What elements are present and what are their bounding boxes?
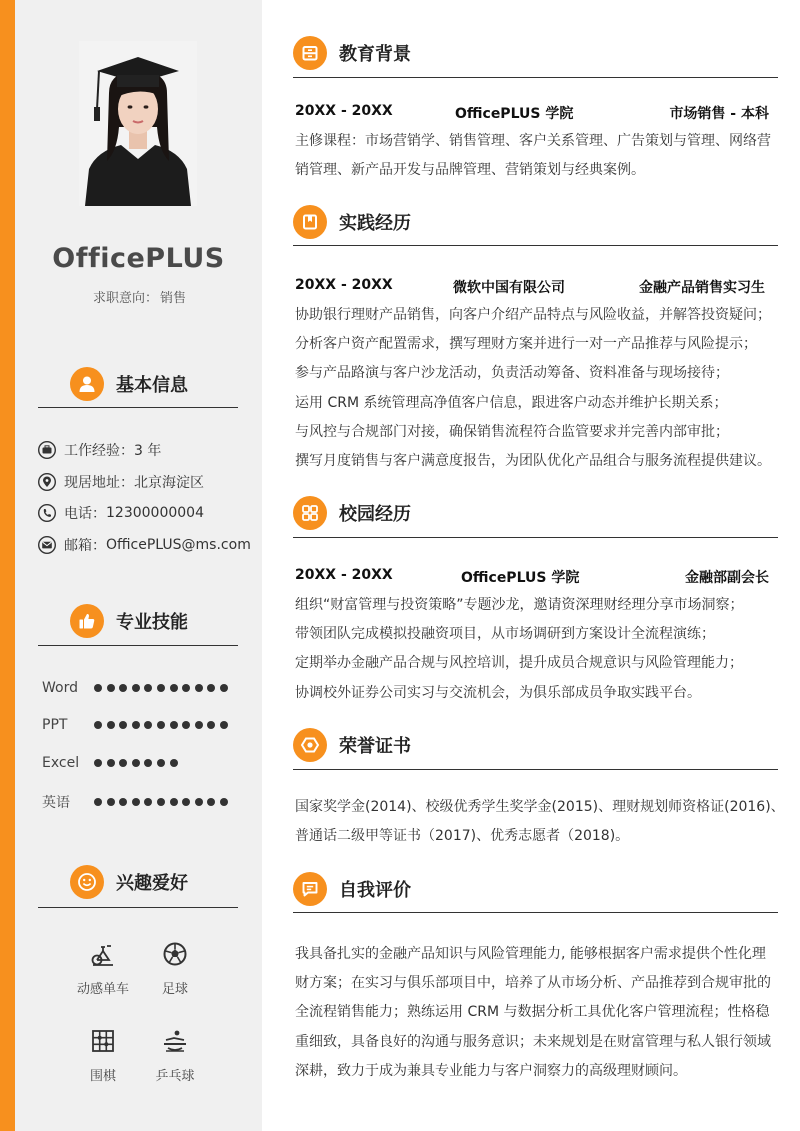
job-intent-value: 销售 <box>160 291 187 306</box>
self-eval-line: 全流程销售能力；熟练运用 CRM 与数据分析工具优化客户管理流程；性格稳 <box>295 1004 770 1021</box>
practice-period: 20XX - 20XX <box>295 277 393 293</box>
skill-dot <box>132 684 140 692</box>
practice-line: 协助银行理财产品销售，向客户介绍产品特点与风险收益，并解答投资疑问； <box>295 307 771 323</box>
smiley-icon <box>70 865 104 899</box>
skill-dot <box>157 721 165 729</box>
skill-dot <box>132 721 140 729</box>
hobby-label: 乒乓球 <box>155 1069 195 1084</box>
skill-dot <box>132 759 140 767</box>
campus-line: 组织“财富管理与投资策略”专题沙龙，邀请资深理财经理分享市场洞察； <box>295 597 744 613</box>
email-label: 邮箱： <box>64 538 106 554</box>
chat-bubble-icon <box>293 872 327 906</box>
skill-name: PPT <box>42 717 68 733</box>
skill-dot <box>195 721 203 729</box>
skill-dot <box>220 798 228 806</box>
skill-level-dots <box>94 798 233 806</box>
badge-icon <box>293 728 327 762</box>
phone-icon <box>38 504 56 522</box>
skill-dot <box>144 721 152 729</box>
education-school: OfficePLUS 学院 <box>455 106 574 122</box>
campus-title: 校园经历 <box>339 504 411 525</box>
skill-dot <box>207 721 215 729</box>
skill-dot <box>170 684 178 692</box>
job-intent-label: 求职意向： <box>92 291 158 306</box>
campus-line: 带领团队完成模拟投融资项目，从市场调研到方案设计全流程演练； <box>295 626 715 643</box>
go-board-icon <box>73 1027 133 1055</box>
campus-divider <box>293 537 778 538</box>
self-eval-body <box>295 940 773 1086</box>
person-icon <box>70 367 104 401</box>
education-title: 教育背景 <box>339 44 411 65</box>
self-eval-divider <box>293 912 778 913</box>
football-icon <box>145 940 205 968</box>
bookmark-icon <box>293 205 327 239</box>
profile-photo <box>79 41 197 206</box>
practice-company: 微软中国有限公司 <box>453 280 565 296</box>
campus-line: 协调校外证券公司实习与交流机会，为俱乐部成员争取实践平台。 <box>295 684 701 701</box>
skill-row <box>42 792 233 812</box>
skill-dot <box>94 759 102 767</box>
practice-line: 分析客户资产配置需求，撰写理财方案并进行一对一产品推荐与风险提示； <box>295 336 757 353</box>
campus-period: 20XX - 20XX <box>295 567 393 583</box>
spin-bike-icon <box>73 940 133 968</box>
skill-dot <box>119 684 127 692</box>
campus-header <box>293 496 411 530</box>
thumbs-up-icon <box>70 604 104 638</box>
honors-divider <box>293 769 778 770</box>
practice-divider <box>293 245 778 246</box>
skill-name: Excel <box>42 755 80 771</box>
skill-level-dots <box>94 684 233 692</box>
ping-pong-icon <box>145 1027 205 1055</box>
address-label: 现居地址： <box>64 475 134 491</box>
hobbies-title: 兴趣爱好 <box>116 873 188 894</box>
honors-body <box>295 793 785 851</box>
skill-dot <box>207 684 215 692</box>
skill-dot <box>132 798 140 806</box>
hobbies-divider <box>38 907 238 908</box>
skill-dot <box>144 684 152 692</box>
self-eval-line: 重细致，具备良好的沟通与服务意识；未来规划是在财富管理与私人银行领域 <box>295 1033 771 1050</box>
campus-line: 定期举办金融产品合规与风控培训，提升成员合规意识与风险管理能力； <box>295 655 743 672</box>
skill-row <box>42 680 233 696</box>
skill-dot <box>107 798 115 806</box>
skill-dot <box>182 721 190 729</box>
skill-dot <box>170 798 178 806</box>
skill-dot <box>220 721 228 729</box>
education-body <box>295 127 773 185</box>
skill-level-dots <box>94 721 233 729</box>
skill-dot <box>94 798 102 806</box>
education-header <box>293 36 411 70</box>
education-entry-header <box>295 103 775 123</box>
hobby-label: 足球 <box>161 982 188 997</box>
campus-role: 金融部副会长 <box>685 570 769 586</box>
honors-line: 普通话二级甲等证书（2017)、优秀志愿者（2018)。 <box>295 828 630 845</box>
education-line: 销管理、新产品开发与品牌管理、营销策划与经典案例。 <box>295 162 645 179</box>
info-row-phone <box>38 503 204 523</box>
honors-line: 国家奖学金(2014)、校级优秀学生奖学金(2015)、理财规划师资格证(2016)、 <box>295 799 785 815</box>
skill-dot <box>144 798 152 806</box>
skills-divider <box>38 645 238 646</box>
candidate-name: OfficePLUS <box>52 243 225 274</box>
skills-header <box>70 604 188 638</box>
skill-dot <box>157 684 165 692</box>
hobby-label: 动感单车 <box>76 982 129 997</box>
accent-stripe <box>0 0 15 1131</box>
hobby-label: 围棋 <box>89 1069 116 1084</box>
experience-value: 3 年 <box>134 443 162 459</box>
practice-header <box>293 205 411 239</box>
education-divider <box>293 77 778 78</box>
hobbies-header <box>70 865 188 899</box>
hobby-item <box>145 1027 205 1084</box>
skills-title: 专业技能 <box>116 612 188 633</box>
hobby-item <box>73 1027 133 1084</box>
phone-value: 12300000004 <box>106 505 204 521</box>
phone-label: 电话： <box>64 506 106 522</box>
skill-row <box>42 717 233 733</box>
hobby-item <box>145 940 205 997</box>
email-value: OfficePLUS@ms.com <box>106 537 251 553</box>
skill-row <box>42 755 182 771</box>
basic-info-header <box>70 367 188 401</box>
self-eval-line: 财方案；在实习与俱乐部项目中，培养了从市场分析、产品推荐到合规审批的 <box>295 975 771 992</box>
address-value: 北京海淀区 <box>134 475 204 491</box>
grid-icon <box>293 496 327 530</box>
location-pin-icon <box>38 473 56 491</box>
practice-line: 运用 CRM 系统管理高净值客户信息，跟进客户动态并维护长期关系； <box>295 394 728 411</box>
skill-dot <box>157 798 165 806</box>
skill-dot <box>144 759 152 767</box>
education-period: 20XX - 20XX <box>295 103 393 119</box>
skill-dot <box>170 721 178 729</box>
skill-dot <box>195 684 203 692</box>
skill-name: Word <box>42 680 78 696</box>
info-row-experience <box>38 440 161 460</box>
practice-title: 实践经历 <box>339 213 411 234</box>
skill-dot <box>182 684 190 692</box>
skill-dot <box>119 759 127 767</box>
education-icon <box>293 36 327 70</box>
info-row-address <box>38 472 204 492</box>
honors-title: 荣誉证书 <box>339 736 411 757</box>
skill-dot <box>170 759 178 767</box>
info-row-email <box>38 535 251 555</box>
skill-dot <box>220 684 228 692</box>
skill-dot <box>119 798 127 806</box>
basic-info-divider <box>38 407 238 408</box>
education-major: 市场销售 - 本科 <box>669 106 769 122</box>
practice-line: 参与产品路演与客户沙龙活动，负责活动筹备、资料准备与现场接待； <box>295 365 729 382</box>
skill-dot <box>94 684 102 692</box>
skill-dot <box>195 798 203 806</box>
skill-dot <box>119 721 127 729</box>
skill-dot <box>157 759 165 767</box>
skill-dot <box>207 798 215 806</box>
skill-name: 英语 <box>42 795 70 811</box>
skill-dot <box>107 684 115 692</box>
hobby-item <box>73 940 133 997</box>
practice-line: 撰写月度销售与客户满意度报告，为团队优化产品组合与服务流程提供建议。 <box>295 453 771 470</box>
skill-dot <box>182 798 190 806</box>
skill-dot <box>107 759 115 767</box>
self-eval-title: 自我评价 <box>339 880 411 901</box>
campus-school: OfficePLUS 学院 <box>461 570 580 586</box>
practice-line: 与风控与合规部门对接，确保销售流程符合监管要求并完善内部审批； <box>295 423 729 440</box>
self-eval-line: 深耕，致力于成为兼具专业能力与客户洞察力的高级理财顾问。 <box>295 1062 687 1079</box>
job-intent <box>15 287 262 306</box>
practice-entry-header <box>295 277 775 297</box>
skill-level-dots <box>94 759 182 767</box>
honors-header <box>293 728 411 762</box>
basic-info-title: 基本信息 <box>116 375 188 396</box>
education-line: 主修课程：市场营销学、销售管理、客户关系管理、广告策划与管理、网络营 <box>295 133 771 149</box>
self-eval-header <box>293 872 411 906</box>
campus-body <box>295 591 773 708</box>
skill-dot <box>107 721 115 729</box>
experience-label: 工作经验： <box>64 443 134 459</box>
self-eval-line: 我具备扎实的金融产品知识与风险管理能力, 能够根据客户需求提供个性化理 <box>295 946 766 962</box>
skill-dot <box>94 721 102 729</box>
mail-icon <box>38 536 56 554</box>
briefcase-icon <box>38 441 56 459</box>
practice-body <box>295 301 773 476</box>
practice-role: 金融产品销售实习生 <box>639 280 765 296</box>
campus-entry-header <box>295 567 775 587</box>
